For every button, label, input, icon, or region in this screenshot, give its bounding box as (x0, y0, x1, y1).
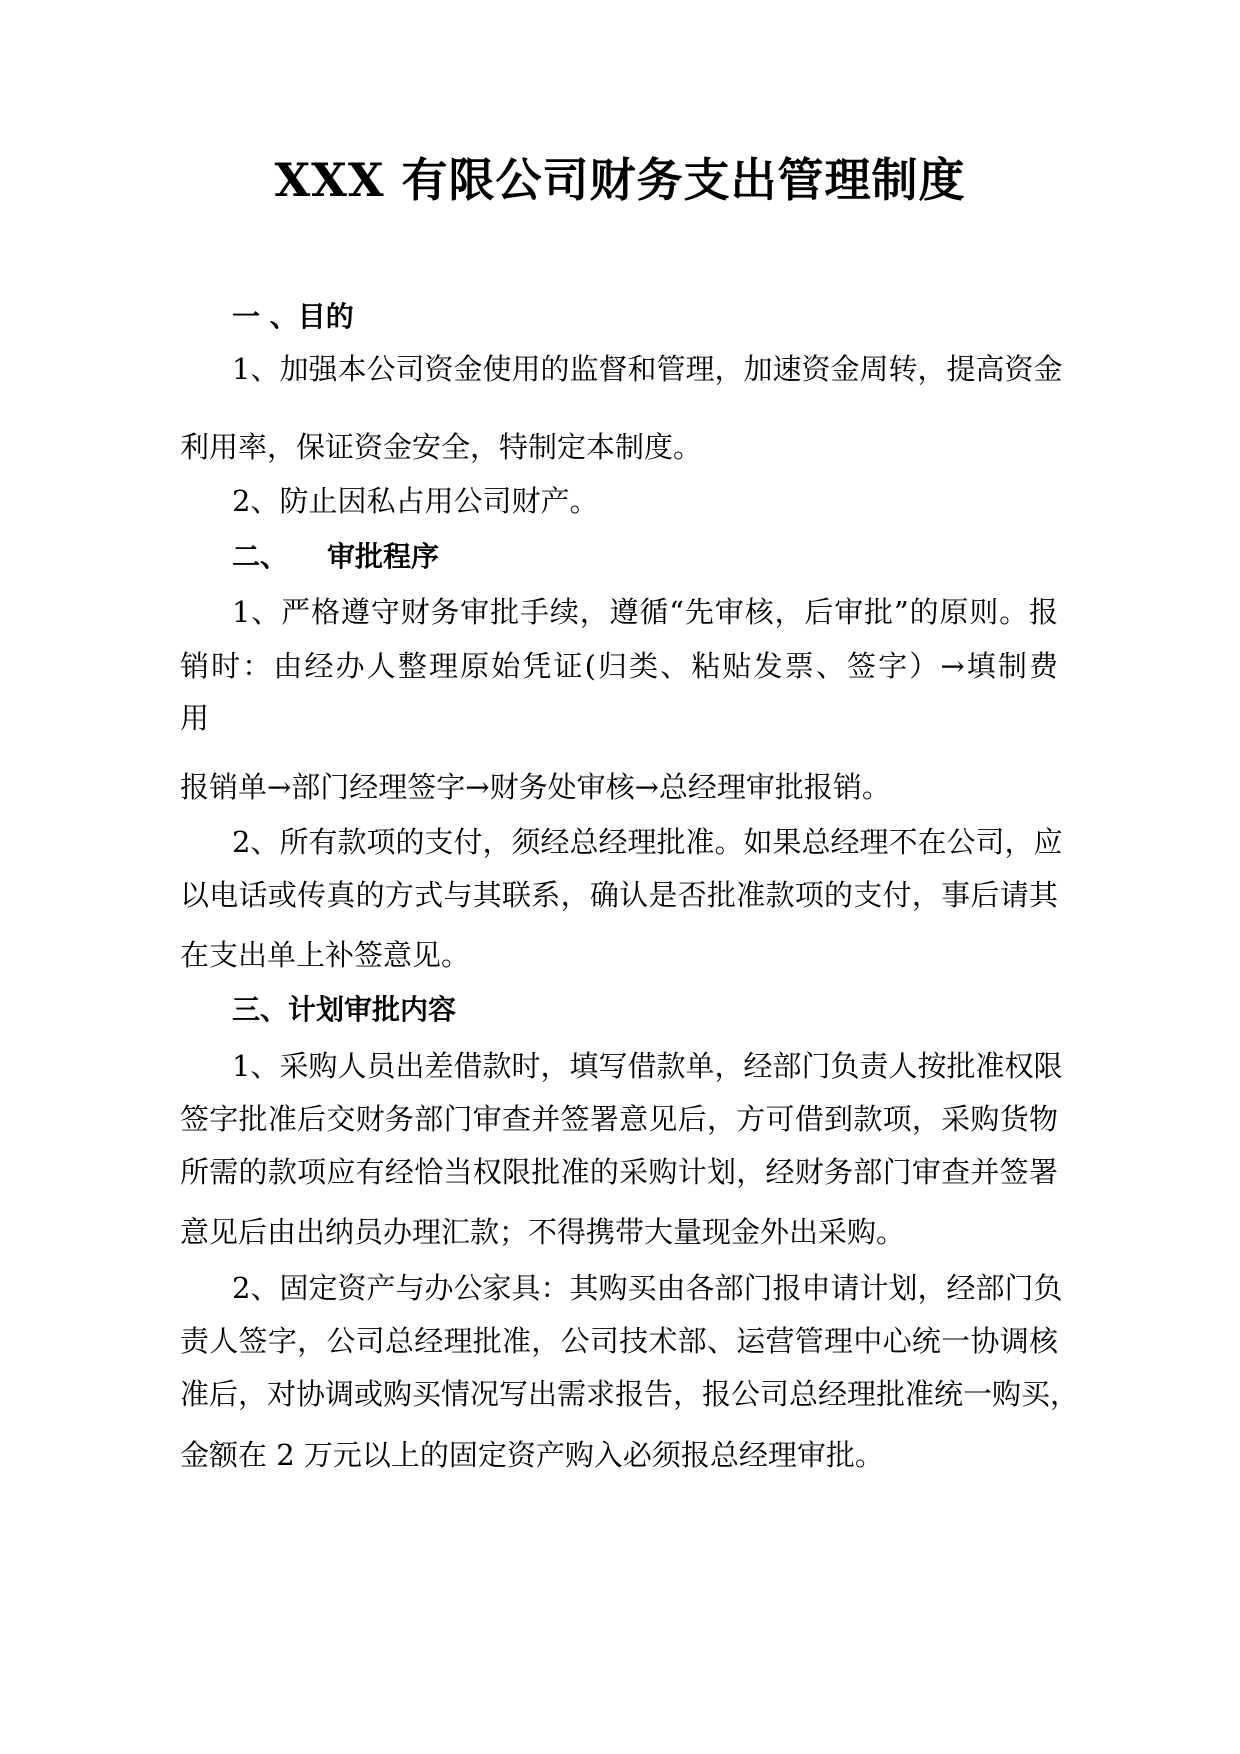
paragraph-line: 1、采购人员出差借款时，填写借款单，经部门负责人按批准权限 (232, 1049, 1063, 1083)
section-heading-plan-approval: 三、计划审批内容 (232, 993, 457, 1026)
paragraph-line: 签字批准后交财务部门审查并签署意见后，方可借到款项，采购货物 (180, 1102, 1058, 1136)
section-heading-purpose: 一 、目的 (232, 300, 354, 333)
paragraph-line: 金额在 2 万元以上的固定资产购入必须报总经理审批。 (180, 1438, 884, 1472)
paragraph-line: 1、严格遵守财务审批手续，遵循“先审核，后审批”的原则。报 (232, 595, 1058, 629)
paragraph-line: 销时：由经办人整理原始凭证(归类、粘贴发票、签字）→填制费 (180, 649, 1058, 683)
paragraph-line: 用 (180, 701, 210, 735)
section-heading-approval-procedure: 二、 审批程序 (232, 540, 439, 573)
paragraph-line: 1、加强本公司资金使用的监督和管理，加速资金周转，提高资金 (232, 352, 1063, 386)
paragraph-line: 在支出单上补签意见。 (180, 938, 471, 972)
paragraph-line: 以电话或传真的方式与其联系，确认是否批准款项的支付，事后请其 (180, 878, 1058, 912)
paragraph-line: 责人签字，公司总经理批准，公司技术部、运营管理中心统一协调核 (180, 1324, 1058, 1358)
paragraph-line: 利用率，保证资金安全，特制定本制度。 (180, 430, 703, 464)
paragraph-line: 所需的款项应有经恰当权限批准的采购计划，经财务部门审查并签署 (180, 1155, 1058, 1189)
paragraph-line: 报销单→部门经理签字→财务处审核→总经理审批报销。 (180, 770, 891, 804)
paragraph-line: 意见后由出纳员办理汇款；不得携带大量现金外出采购。 (180, 1215, 906, 1249)
paragraph-line: 2、所有款项的支付，须经总经理批准。如果总经理不在公司，应 (232, 825, 1063, 859)
paragraph-line: 2、固定资产与办公家具：其购买由各部门报申请计划，经部门负 (232, 1271, 1063, 1305)
paragraph-line: 2、防止因私占用公司财产。 (232, 484, 599, 518)
document-title: XXX 有限公司财务支出管理制度 (274, 153, 966, 207)
paragraph-line: 准后，对协调或购买情况写出需求报告，报公司总经理批准统一购买， (180, 1377, 1080, 1411)
